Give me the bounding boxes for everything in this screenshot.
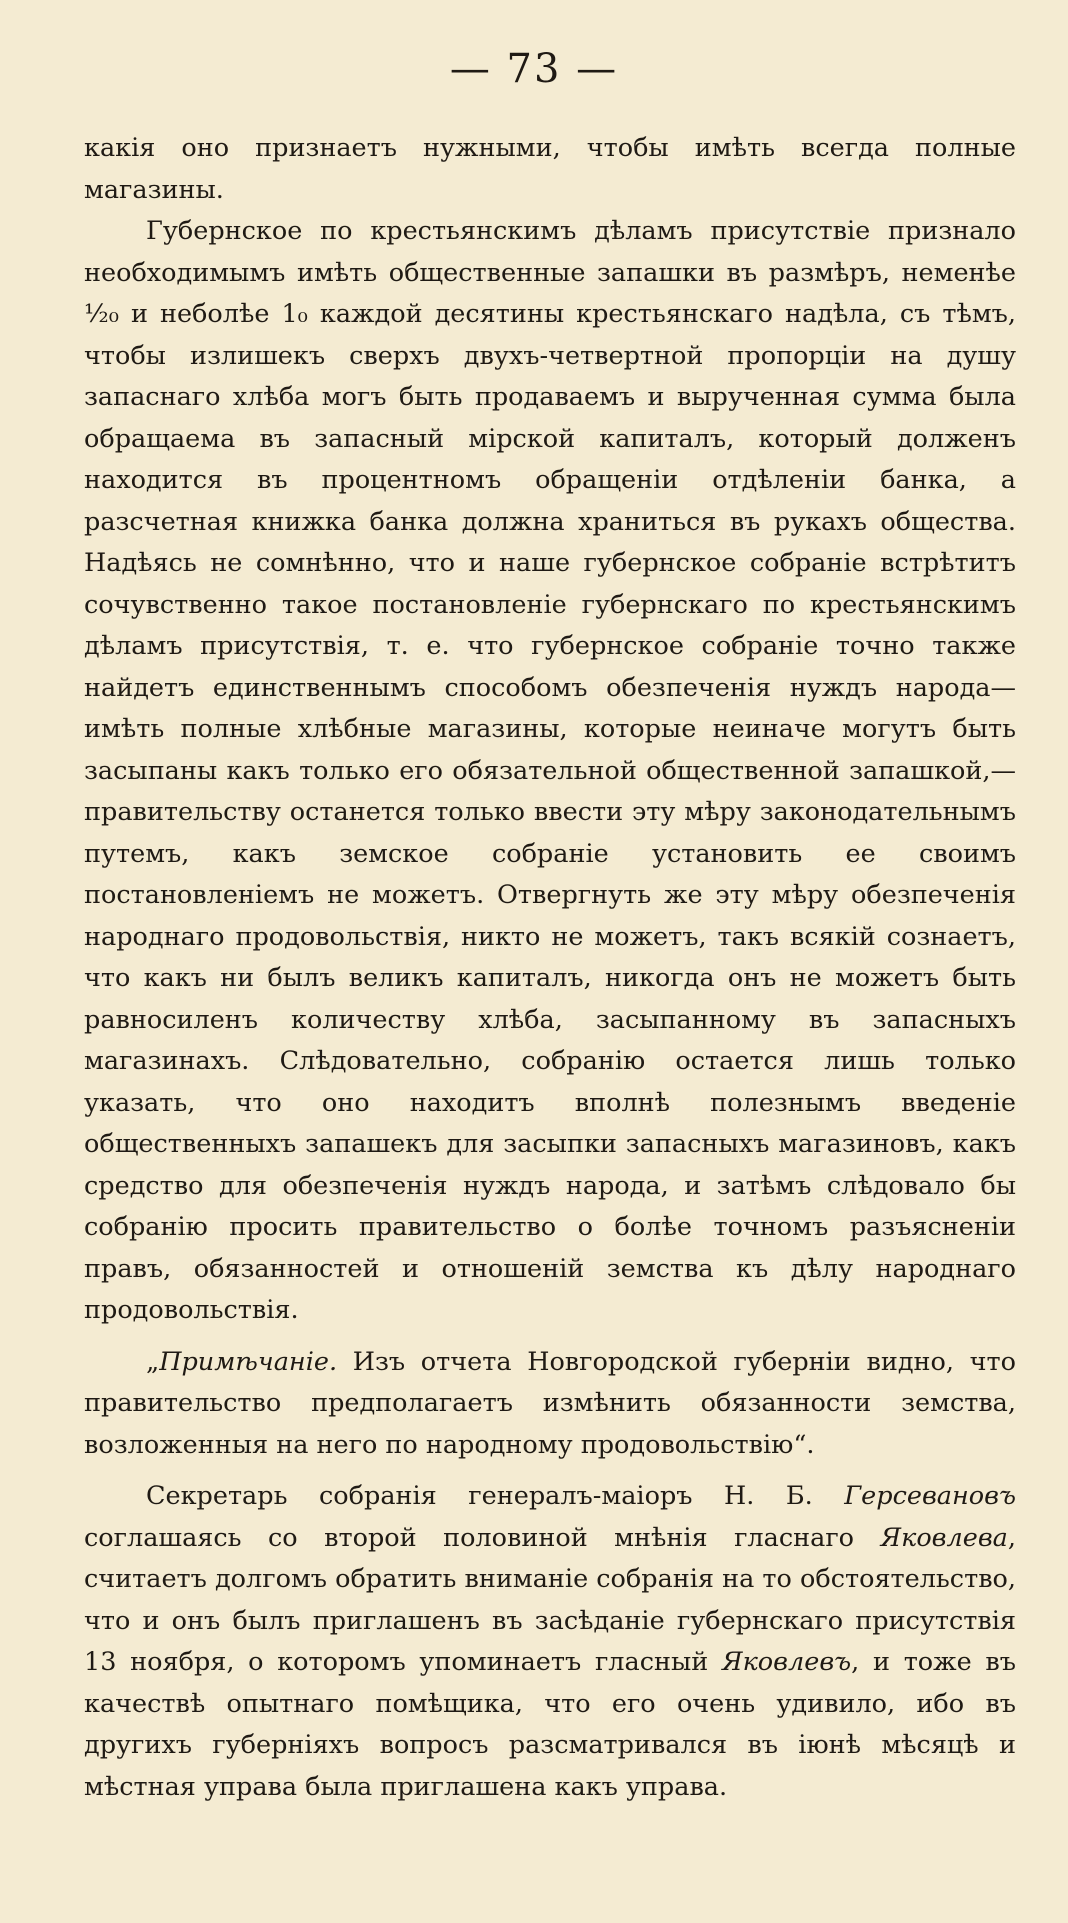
page-number: — 73 — <box>449 46 619 92</box>
paragraph <box>84 211 1016 1332</box>
text-run: соглашаясь со второй половиной мнѣнія гласнаго <box>84 1522 881 1553</box>
text-run: , считаетъ долгомъ обратить вниманіе собранія на то обстоятельство, что и онъ былъ приглашенъ въ засѣданіе губернскаго присутствія 13 ноября, о которомъ упоминаетъ гласный <box>84 1522 1017 1677</box>
body-text <box>84 128 1016 1808</box>
italic-text: Яковлевъ <box>721 1647 852 1677</box>
text-run: какія оно признаетъ нужными, чтобы имѣть всегда полные магазины. <box>84 133 1016 205</box>
italic-text: Примѣчаніе. <box>159 1346 338 1377</box>
paragraph <box>84 1476 1016 1808</box>
paragraph <box>84 128 1016 211</box>
text-run: „ <box>146 1346 160 1377</box>
text-run: Секретарь собранія генералъ-маіоръ Н. Б. <box>146 1481 845 1511</box>
italic-text: Яковлева <box>880 1522 1008 1553</box>
paragraph <box>84 1342 1016 1467</box>
text-run: Изъ отчета Новгородской губерніи видно, что правительство предполагаетъ измѣнить обязанности земства, возложенныя на него по народному продовольствію“. <box>84 1346 1016 1460</box>
text-run: , и тоже въ качествѣ опытнаго помѣщика, что его очень удивило, ибо въ другихъ губерніяхъ вопросъ разсматривался въ іюнѣ мѣсяцѣ и мѣстная управа была приглашена какъ управа. <box>84 1647 1016 1802</box>
text-run: Губернское по крестьянскимъ дѣламъ присутствіе признало необходимымъ имѣть общественные запашки въ размѣръ, неменѣе ½₀ и неболѣе 1₀ каждой десятины крестьянскаго надѣла, съ тѣмъ, чтобы излишекъ сверхъ двухъ-четвертной пропорціи на душу запаснаго хлѣба могъ быть продаваемъ и вырученная сумма была обращаема въ запасный мірской капиталъ, который долженъ находится въ процентномъ обращеніи отдѣленіи банка, а разсчетная книжка банка должна храниться въ рукахъ общества. Надѣясь не сомнѣнно, что и наше губернское собраніе встрѣтитъ сочувственно такое постановленіе губернскаго по крестьянскимъ дѣламъ присутствія, т. е. что губернское собраніе точно также найдетъ единственнымъ способомъ обезпеченія нуждъ народа—имѣть полные хлѣбные магазины, которые неиначе могутъ быть засыпаны какъ только его обязательной общественной запашкой,—правительству останется только ввести эту мѣру законодательнымъ путемъ, какъ земское собраніе установить ее своимъ постановленіемъ не можетъ. Отвергнуть же эту мѣру обезпеченія народнаго продовольствія, никто не можетъ, такъ всякій сознаетъ, что какъ ни былъ великъ капиталъ, никогда онъ не можетъ быть равносиленъ количеству хлѣба, засыпанному въ запасныхъ магазинахъ. Слѣдовательно, собранію остается лишь только указать, что оно находитъ вполнѣ полезнымъ введеніе общественныхъ запашекъ для засыпки запасныхъ магазиновъ, какъ средство для обезпеченія нуждъ народа, и затѣмъ слѣдовало бы собранію просить правительство о болѣе точномъ разъясненіи правъ, обязанностей и отношеній земства къ дѣлу народнаго продовольствія. <box>84 216 1016 1325</box>
italic-text: Герсевановъ <box>844 1481 1016 1511</box>
